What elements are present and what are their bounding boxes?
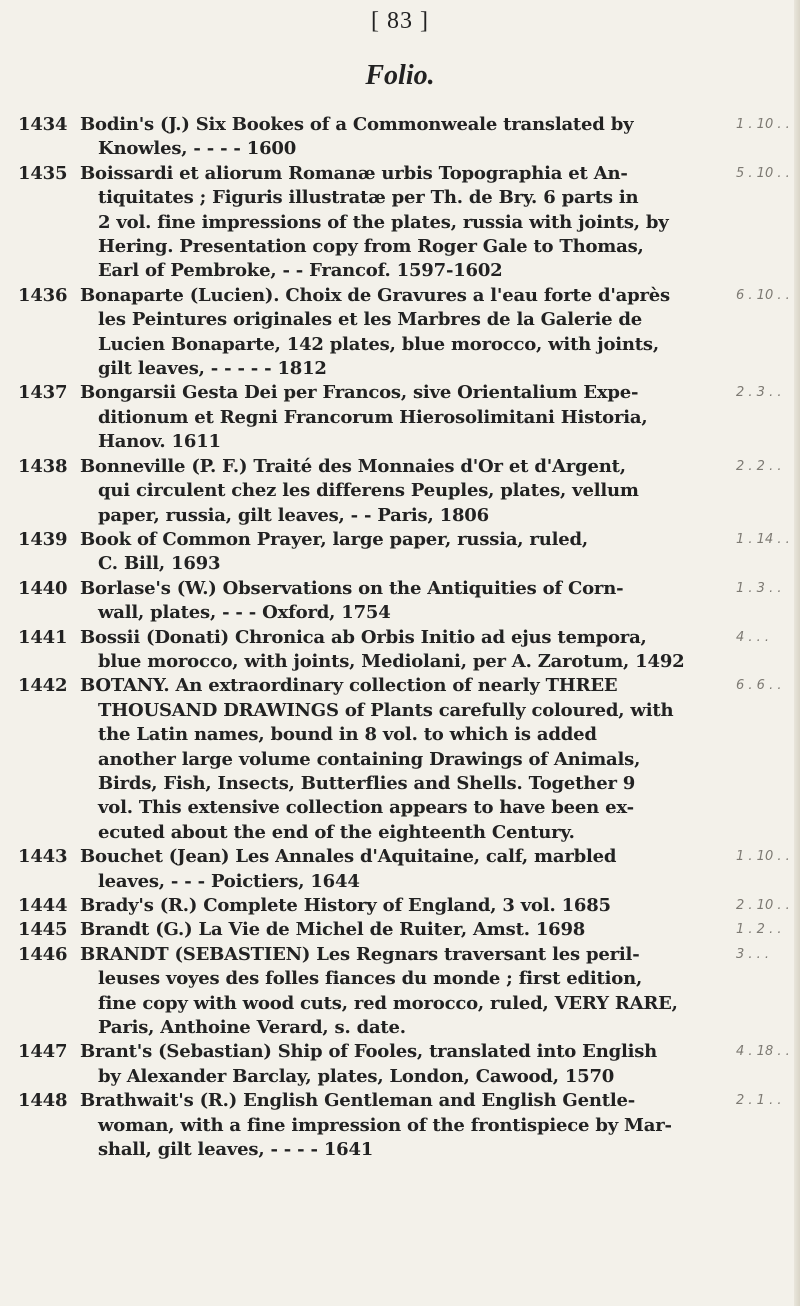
entry-line [18, 723, 708, 747]
price-annotation: 2 . 2 . . [736, 458, 782, 474]
entry-text: by Alexander Barclay, plates, London, Cawood, 1570 [98, 1065, 615, 1087]
entry-line [18, 943, 708, 967]
entry-line [18, 1138, 708, 1162]
entry-line [18, 601, 708, 625]
entry-line [18, 626, 708, 650]
price-annotation: 2 . 1 . . [736, 1093, 782, 1109]
entry-line [18, 870, 708, 894]
entry-text: shall, gilt leaves, - - - - 1641 [98, 1139, 374, 1161]
entry-text: Bongarsii Gesta Dei per Francos, sive Orientalium Expe- [80, 382, 639, 404]
entry-line [18, 1114, 708, 1138]
lot-number: 1438 [18, 455, 68, 477]
entry-text: Bodin's (J.) Six Bookes of a Commonweale translated by [80, 114, 634, 135]
price-annotation: 2 . 3 . . [736, 385, 782, 401]
lot-number: 1448 [18, 1090, 68, 1112]
lot-number: 1445 [18, 919, 68, 941]
entry-line [18, 211, 708, 235]
entry-text: gilt leaves, - - - - - 1812 [98, 358, 327, 380]
price-annotation: 5 . 10 . . [736, 165, 790, 181]
lot-number: 1446 [18, 943, 68, 965]
entry-text: THOUSAND DRAWINGS of Plants carefully coloured, with [98, 699, 674, 721]
entry-line [18, 845, 708, 869]
section-heading: Folio. [365, 60, 435, 91]
entry-text: Paris, Anthoine Verard, s. date. [98, 1017, 406, 1039]
price-annotation: 1 . 2 . . [736, 922, 782, 938]
entry-line [18, 992, 708, 1016]
price-annotation: 3 . . . [736, 946, 770, 962]
entry-text: leuses voyes des folles fiances du monde ; first edition, [98, 968, 643, 990]
catalogue-entry [18, 284, 790, 382]
catalogue-entry [18, 943, 770, 1041]
entry-line [18, 235, 708, 259]
entry-line [18, 455, 708, 479]
price-annotation: 2 . 10 . . [736, 898, 790, 913]
entry-text: woman, with a fine impression of the frontispiece by Mar- [98, 1114, 672, 1136]
lot-number: 1447 [18, 1041, 68, 1063]
price-annotation: 6 . 10 . . [736, 287, 790, 303]
catalogue-entry [18, 381, 782, 454]
catalogue-entry [18, 113, 790, 162]
entry-text: ditionum et Regni Francorum Hierosolimitani Historia, [98, 406, 648, 428]
entry-line [18, 967, 708, 991]
catalogue-entry [18, 455, 782, 528]
entry-text: Bossii (Donati) Chronica ab Orbis Initio ad ejus tempora, [80, 626, 647, 648]
entry-text: Hanov. 1611 [98, 431, 221, 453]
price-annotation: 1 . 10 . . [736, 849, 790, 865]
catalogue-entry [18, 674, 782, 845]
entry-line [18, 918, 708, 942]
lot-number: 1444 [18, 895, 68, 916]
entry-text: Book of Common Prayer, large paper, russia, ruled, [80, 528, 588, 550]
price-annotation: 4 . . . [736, 629, 770, 645]
entry-line [18, 113, 708, 137]
price-annotation: 1 . 14 . . [736, 531, 790, 547]
entry-line [18, 1016, 708, 1040]
catalogue-entry [18, 577, 782, 626]
entry-text: vol. This extensive collection appears to have been ex- [98, 797, 634, 819]
entry-line [18, 504, 708, 528]
entry-text: paper, russia, gilt leaves, - - Paris, 1806 [98, 504, 489, 526]
entry-text: BOTANY. An extraordinary collection of nearly THREE [80, 675, 618, 697]
entry-line [18, 577, 708, 601]
entry-line [18, 1089, 708, 1113]
entry-text: Bouchet (Jean) Les Annales d'Aquitaine, calf, marbled [80, 846, 617, 868]
entry-text: the Latin names, bound in 8 vol. to which is added [98, 724, 597, 746]
entry-text: tiquitates ; Figuris illustratæ per Th. de Bry. 6 parts in [98, 187, 639, 209]
lot-number: 1434 [18, 114, 68, 135]
entry-line [18, 796, 708, 820]
entry-text: les Peintures originales et les Marbres de la Galerie de [98, 309, 643, 331]
entry-text: C. Bill, 1693 [98, 553, 221, 575]
catalogue-entry [18, 1089, 782, 1162]
entry-line [18, 308, 708, 332]
entry-text: BRANDT (SEBASTIEN) Les Regnars traversant les peril- [80, 943, 640, 965]
entry-line [18, 552, 708, 576]
entry-line [18, 1040, 708, 1064]
lot-number: 1435 [18, 162, 68, 184]
entry-line [18, 162, 708, 186]
entry-line [18, 650, 708, 674]
entry-text: ecuted about the end of the eighteenth Century. [98, 821, 575, 843]
price-annotation: 1 . 10 . . [736, 117, 790, 132]
entry-text: Brandt (G.) La Vie de Michel de Ruiter, Amst. 1698 [80, 919, 586, 941]
price-annotation: 4 . 18 . . [736, 1044, 790, 1060]
entry-line [18, 821, 708, 845]
catalogue-entry [18, 1040, 790, 1089]
entry-text: Bonneville (P. F.) Traité des Monnaies d'Or et d'Argent, [80, 455, 626, 477]
entry-line [18, 528, 708, 552]
entry-text: blue morocco, with joints, Mediolani, per A. Zarotum, 1492 [98, 650, 685, 672]
entry-line [18, 186, 708, 210]
entry-line [18, 284, 708, 308]
catalogue-entry [18, 528, 790, 577]
entry-text: another large volume containing Drawings of Animals, [98, 748, 641, 770]
entry-text: Knowles, - - - - 1600 [98, 138, 297, 160]
lot-number: 1443 [18, 846, 68, 868]
entry-line [18, 699, 708, 723]
entry-text: fine copy with wood cuts, red morocco, ruled, VERY RARE, [98, 992, 678, 1014]
entry-text: Brant's (Sebastian) Ship of Fooles, translated into English [80, 1041, 658, 1063]
entry-text: leaves, - - - Poictiers, 1644 [98, 870, 360, 892]
entry-line [18, 406, 708, 430]
entry-line [18, 137, 708, 161]
entry-line [18, 748, 708, 772]
entry-text: qui circulent chez les differens Peuples, plates, vellum [98, 480, 639, 502]
price-annotation: 1 . 3 . . [736, 580, 782, 596]
entry-line [18, 894, 708, 918]
catalogue-entry [18, 894, 790, 918]
entry-text: Boissardi et aliorum Romanæ urbis Topographia et An- [80, 162, 628, 184]
lot-number: 1439 [18, 528, 68, 550]
entry-text: 2 vol. fine impressions of the plates, russia with joints, by [98, 211, 669, 233]
catalogue-entry [18, 162, 790, 284]
lot-number: 1440 [18, 577, 68, 599]
lot-number: 1437 [18, 382, 68, 404]
lot-number: 1441 [18, 626, 68, 648]
entry-text: Earl of Pembroke, - - Francof. 1597-1602 [98, 260, 503, 282]
lot-number: 1436 [18, 284, 68, 306]
entry-text: Birds, Fish, Insects, Butterflies and Shells. Together 9 [98, 772, 636, 794]
catalogue-entries [18, 113, 790, 1162]
entry-line [18, 430, 708, 454]
entry-line [18, 259, 708, 283]
entry-text: Bonaparte (Lucien). Choix de Gravures a l'eau forte d'après [80, 284, 670, 306]
entry-line [18, 357, 708, 381]
entry-text: Brady's (R.) Complete History of England, 3 vol. 1685 [80, 895, 611, 916]
entry-text: Brathwait's (R.) English Gentleman and English Gentle- [80, 1090, 635, 1112]
entry-text: wall, plates, - - - Oxford, 1754 [98, 602, 391, 624]
entry-text: Hering. Presentation copy from Roger Gale to Thomas, [98, 236, 644, 258]
entry-line [18, 381, 708, 405]
entry-line [18, 479, 708, 503]
lot-number: 1442 [18, 675, 68, 697]
entry-line [18, 674, 708, 698]
entry-line [18, 772, 708, 796]
price-annotation: 6 . 6 . . [736, 678, 782, 694]
catalogue-entry [18, 626, 770, 675]
catalogue-entry [18, 918, 782, 942]
catalogue-entry [18, 845, 790, 894]
entry-line [18, 1065, 708, 1089]
page-number: [ 83 ] [371, 8, 429, 34]
entry-text: Borlase's (W.) Observations on the Antiquities of Corn- [80, 577, 624, 599]
entry-line [18, 333, 708, 357]
entry-text: Lucien Bonaparte, 142 plates, blue morocco, with joints, [98, 333, 659, 355]
